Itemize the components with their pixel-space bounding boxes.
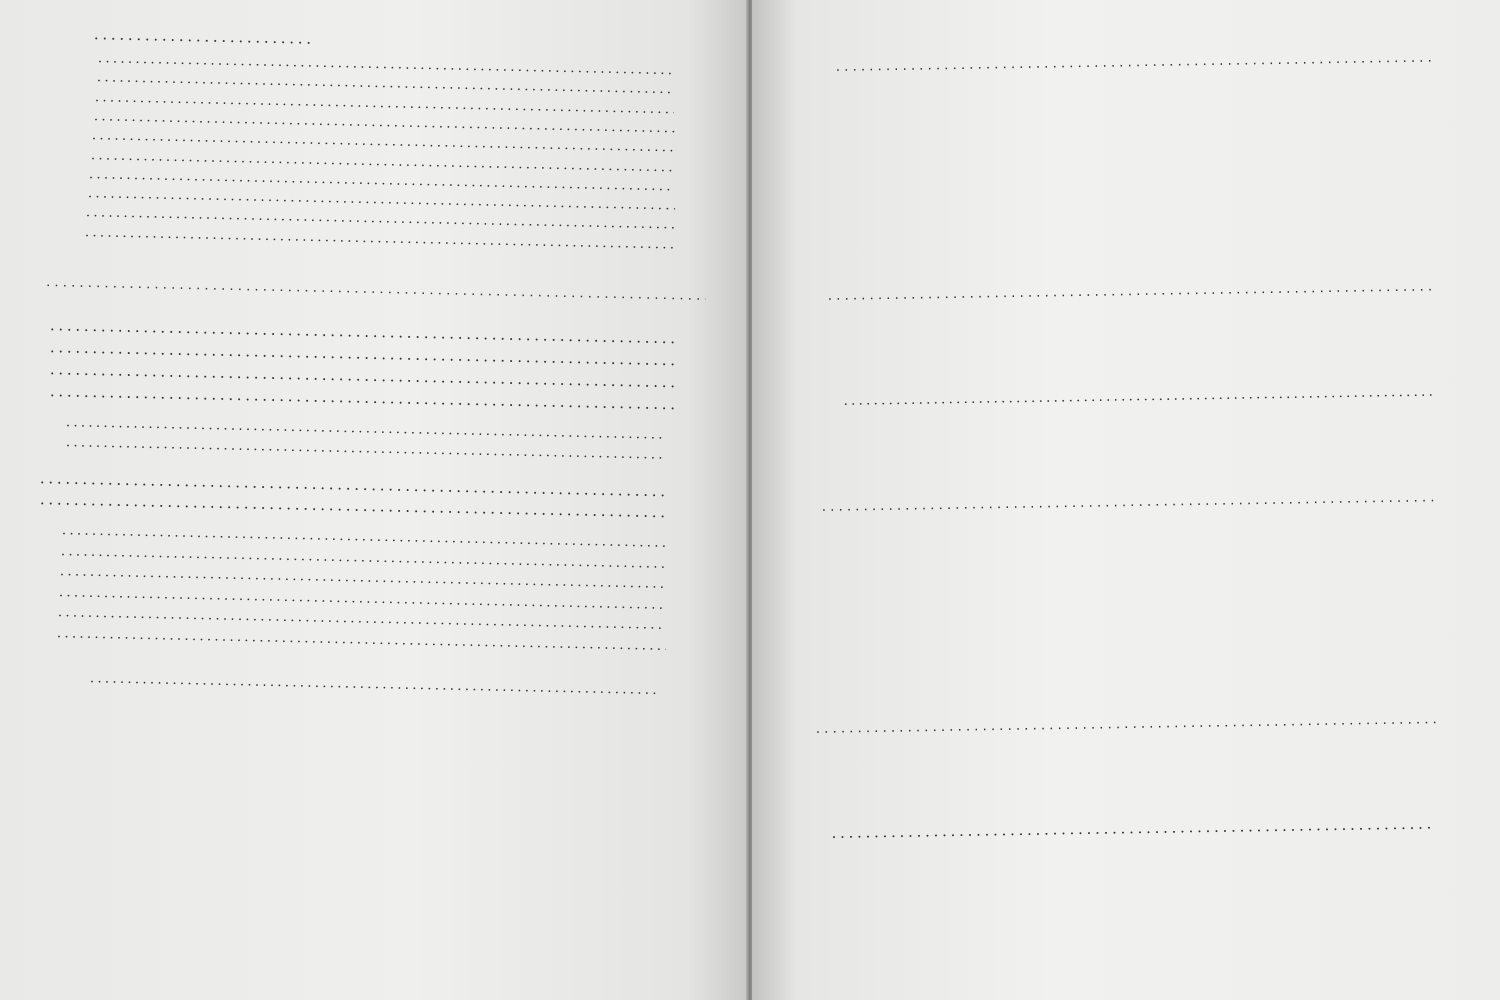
toc-leader <box>822 488 1436 515</box>
toc-page-number <box>680 210 712 211</box>
toc-entry-ch7-3-line2 <box>826 813 1474 843</box>
toc-page-number <box>680 190 712 191</box>
toc-page-number <box>672 608 704 609</box>
toc-page-number <box>672 629 704 630</box>
toc-page-number <box>680 365 712 366</box>
toc-page-number <box>680 343 712 344</box>
toc-page-number <box>680 152 712 153</box>
toc-page-number <box>672 547 704 548</box>
toc-page-number <box>672 567 704 568</box>
left-page <box>0 0 748 1000</box>
toc-leader <box>832 813 1436 842</box>
toc-entry-ch7-3-line1 <box>808 790 1438 800</box>
toc-entry-6-7-line2 <box>84 670 696 700</box>
toc-entry-12-line2 <box>88 24 318 49</box>
toc-entry-3-1 <box>838 383 1470 410</box>
toc-leader <box>828 277 1436 304</box>
toc-page-number <box>680 113 712 114</box>
chapter-6-heading <box>816 488 1474 515</box>
toc-page-number <box>680 171 712 172</box>
toc-page-number <box>680 229 712 230</box>
toc-leader <box>90 670 658 699</box>
right-page <box>752 0 1500 1000</box>
toc-leader <box>46 273 706 304</box>
toc-leader <box>836 48 1436 74</box>
toc-page-number <box>672 439 704 440</box>
right-toc <box>752 0 1500 1000</box>
toc-page-number <box>672 650 704 651</box>
toc-page-number <box>674 517 706 518</box>
toc-page-number <box>672 459 704 460</box>
left-toc <box>0 0 748 1000</box>
toc-page-number <box>680 94 712 95</box>
chapter-4-heading <box>830 48 1474 75</box>
toc-page-number <box>680 409 712 410</box>
toc-page-number <box>680 248 712 249</box>
chapter-7-heading <box>810 710 1474 737</box>
chapter-5-heading <box>822 277 1474 304</box>
toc-page-number <box>680 387 712 388</box>
toc-page-number <box>680 132 712 133</box>
chapter-3-heading <box>40 273 712 304</box>
toc-leader <box>844 384 1432 410</box>
toc-page-number <box>672 588 704 589</box>
toc-page-number <box>674 496 706 497</box>
toc-entry-12-line1 <box>62 2 702 15</box>
toc-page-number <box>680 74 712 75</box>
toc-leader <box>816 710 1436 737</box>
toc-leader <box>94 24 312 49</box>
